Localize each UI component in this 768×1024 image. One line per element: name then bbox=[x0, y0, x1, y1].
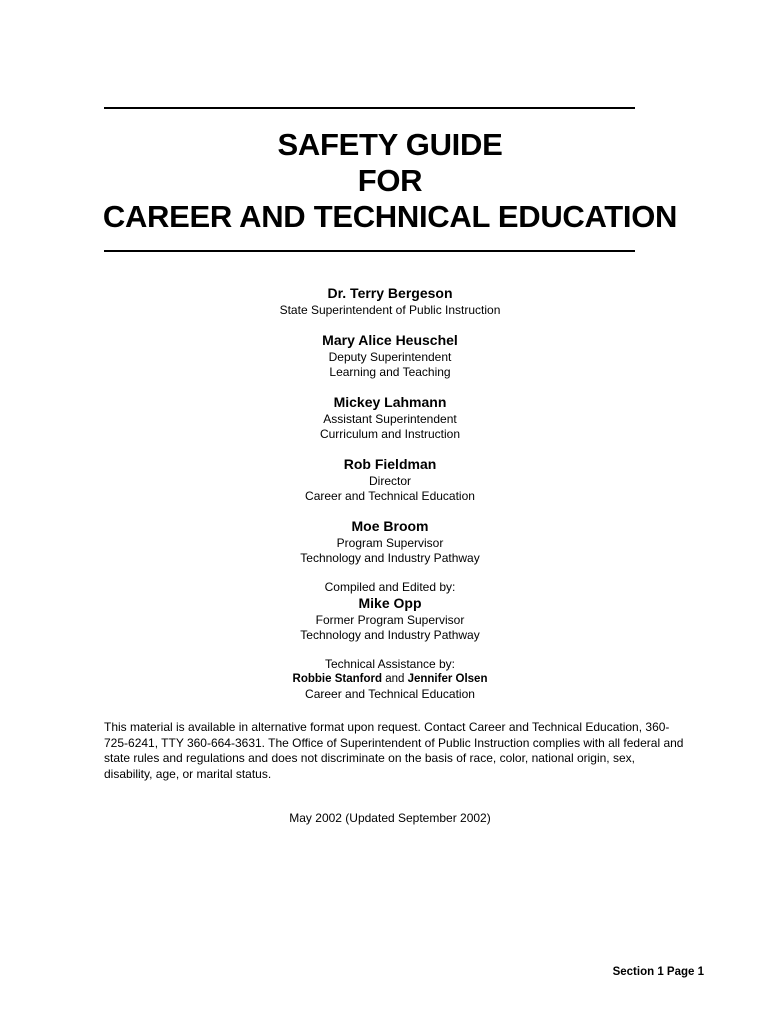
technical-assistance-block bbox=[0, 657, 768, 702]
compiled-by-block bbox=[0, 580, 768, 643]
assistance-names bbox=[0, 672, 768, 687]
person-title: Director bbox=[368, 474, 411, 488]
person-broom bbox=[0, 518, 768, 566]
person-name: Dr. Terry Bergeson bbox=[327, 285, 453, 301]
person-name: Rob Fieldman bbox=[343, 456, 437, 472]
person-title: Program Supervisor bbox=[336, 536, 444, 550]
bottom-rule bbox=[104, 250, 635, 252]
accessibility-notice: This material is available in alternative format upon request. Contact Career and Technical Education, 360-725-6241, TTY 360-664-3631. The Office of Superintendent of Public Instruction complies with all federal and state rules and regulations and does not discriminate on the basis of race, color, national origin, sex, disability, age, or marital status. bbox=[104, 720, 684, 781]
assistant-name-1: Robbie Stanford bbox=[292, 673, 382, 685]
person-department: Curriculum and Instruction bbox=[319, 427, 461, 441]
person-title: Assistant Superintendent bbox=[323, 412, 457, 426]
person-name: Moe Broom bbox=[351, 518, 429, 534]
person-department: Career and Technical Education bbox=[305, 489, 475, 503]
person-fieldman bbox=[0, 456, 768, 504]
person-department: Technology and Industry Pathway bbox=[300, 551, 480, 565]
person-lahmann bbox=[0, 394, 768, 442]
title-line-1: SAFETY GUIDE bbox=[277, 127, 503, 162]
person-heuschel bbox=[0, 332, 768, 380]
assistant-name-2: Jennifer Olsen bbox=[407, 673, 488, 685]
document-title bbox=[0, 127, 768, 235]
person-title: Deputy Superintendent bbox=[328, 350, 452, 364]
title-line-2: FOR bbox=[357, 163, 423, 198]
assistance-department: Career and Technical Education bbox=[305, 687, 475, 701]
person-name: Mary Alice Heuschel bbox=[322, 332, 458, 348]
compiler-name: Mike Opp bbox=[358, 595, 422, 611]
compiled-intro: Compiled and Edited by: bbox=[324, 580, 456, 594]
compiler-department: Technology and Industry Pathway bbox=[300, 628, 480, 642]
top-rule bbox=[104, 107, 635, 109]
title-line-3: CAREER AND TECHNICAL EDUCATION bbox=[102, 199, 678, 234]
person-title: State Superintendent of Public Instruction bbox=[279, 303, 501, 317]
page-footer: Section 1 Page 1 bbox=[612, 966, 704, 978]
credits-block bbox=[0, 285, 768, 716]
compiler-title: Former Program Supervisor bbox=[315, 613, 465, 627]
publication-date: May 2002 (Updated September 2002) bbox=[289, 811, 491, 825]
person-bergeson bbox=[0, 285, 768, 318]
assistance-conjunction: and bbox=[385, 673, 405, 685]
person-name: Mickey Lahmann bbox=[333, 394, 447, 410]
person-department: Learning and Teaching bbox=[329, 365, 451, 379]
assistance-intro: Technical Assistance by: bbox=[324, 657, 456, 671]
